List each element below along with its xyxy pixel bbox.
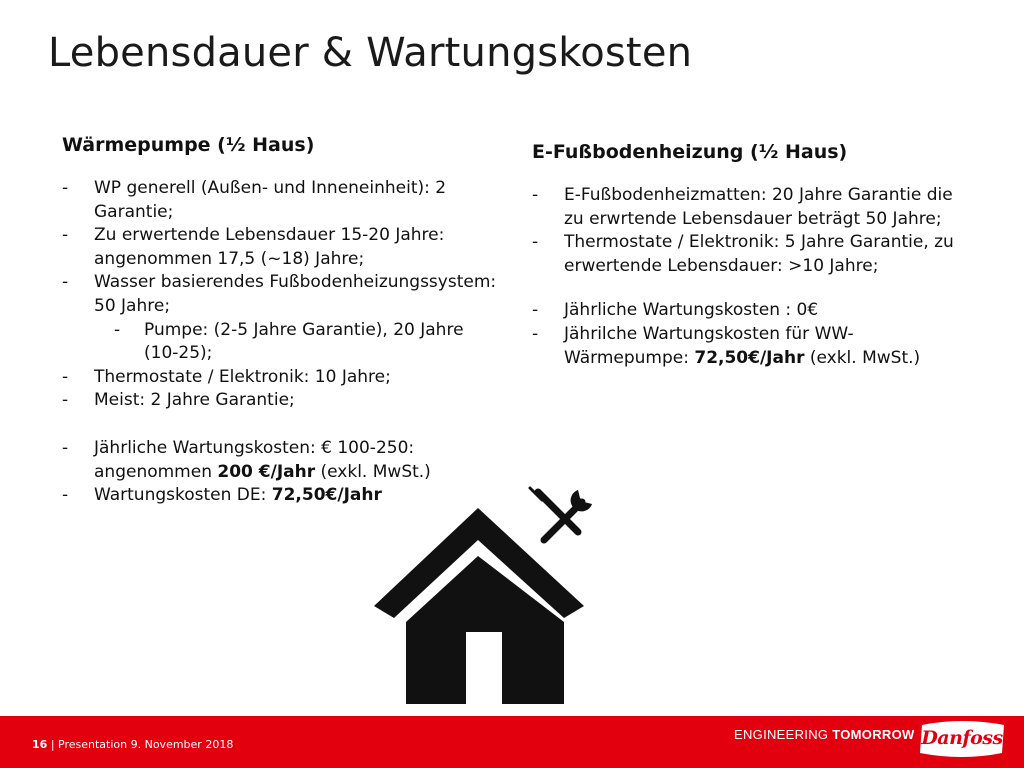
list-item: - Zu erwertende Lebensdauer 15-20 Jahre: angenommen 17,5 (~18) Jahre; [62, 224, 502, 271]
tagline-bold: TOMORROW [832, 727, 915, 742]
list-item: - Jährliche Wartungskosten : 0€ [532, 299, 972, 323]
item-bold-value: 72,50€/Jahr [694, 347, 805, 368]
electric-floor-heating-list [532, 184, 972, 370]
sub-list-item: - Pumpe: (2-5 Jahre Garantie), 20 Jahre (10-25); [62, 319, 502, 366]
list-item: - WP generell (Außen- und Inneneinheit): 2 Garantie; [62, 177, 502, 224]
item-text: Jährliche Wartungskosten: € 100-250: angenommen [94, 437, 415, 482]
danfoss-logo [916, 719, 1008, 761]
list-item: - Wasser basierendes Fußbodenheizungssystem: 50 Jahre; [62, 271, 502, 318]
footer-separator: | [50, 738, 55, 751]
list-item: - Thermostate / Elektronik: 10 Jahre; [62, 366, 502, 390]
list-item [532, 323, 972, 370]
item-text: (exkl. MwSt.) [804, 347, 921, 368]
item-text: Jährilche Wartungskosten für WW-Wärmepumpe: [564, 323, 854, 368]
footer-slide-info [32, 738, 233, 751]
item-text: (exkl. MwSt.) [315, 461, 431, 482]
tools-icon [530, 488, 592, 540]
tagline-light: ENGINEERING [734, 727, 829, 742]
list-item [62, 437, 502, 484]
list-item: - E-Fußbodenheizmatten: 20 Jahre Garantie die zu erwrtende Lebensdauer beträgt 50 Jahre; [532, 184, 972, 231]
presentation-date: Presentation 9. November 2018 [58, 738, 234, 751]
item-text: Wartungskosten DE: [94, 485, 272, 506]
engineering-tomorrow-tagline [734, 727, 915, 742]
heat-pump-heading: Wärmepumpe (½ Haus) [62, 134, 315, 156]
list-item: - Meist: 2 Jahre Garantie; [62, 389, 502, 413]
item-bold-value: 72,50€/Jahr [271, 485, 382, 506]
electric-floor-heating-heading: E-Fußbodenheizung (½ Haus) [532, 141, 848, 163]
house-with-tools-icon [370, 484, 600, 704]
item-bold-value: 200 €/Jahr [217, 461, 316, 482]
logo-wordmark: Danfoss [921, 727, 1003, 749]
slide-title: Lebensdauer & Wartungskosten [48, 30, 693, 76]
electric-floor-heating-column [532, 140, 972, 370]
heat-pump-list [62, 177, 502, 508]
house-icon [374, 508, 584, 704]
page-number: 16 [32, 738, 48, 751]
heat-pump-column [62, 133, 502, 508]
list-item: - Thermostate / Elektronik: 5 Jahre Garantie, zu erwertende Lebensdauer: >10 Jahre; [532, 231, 972, 278]
